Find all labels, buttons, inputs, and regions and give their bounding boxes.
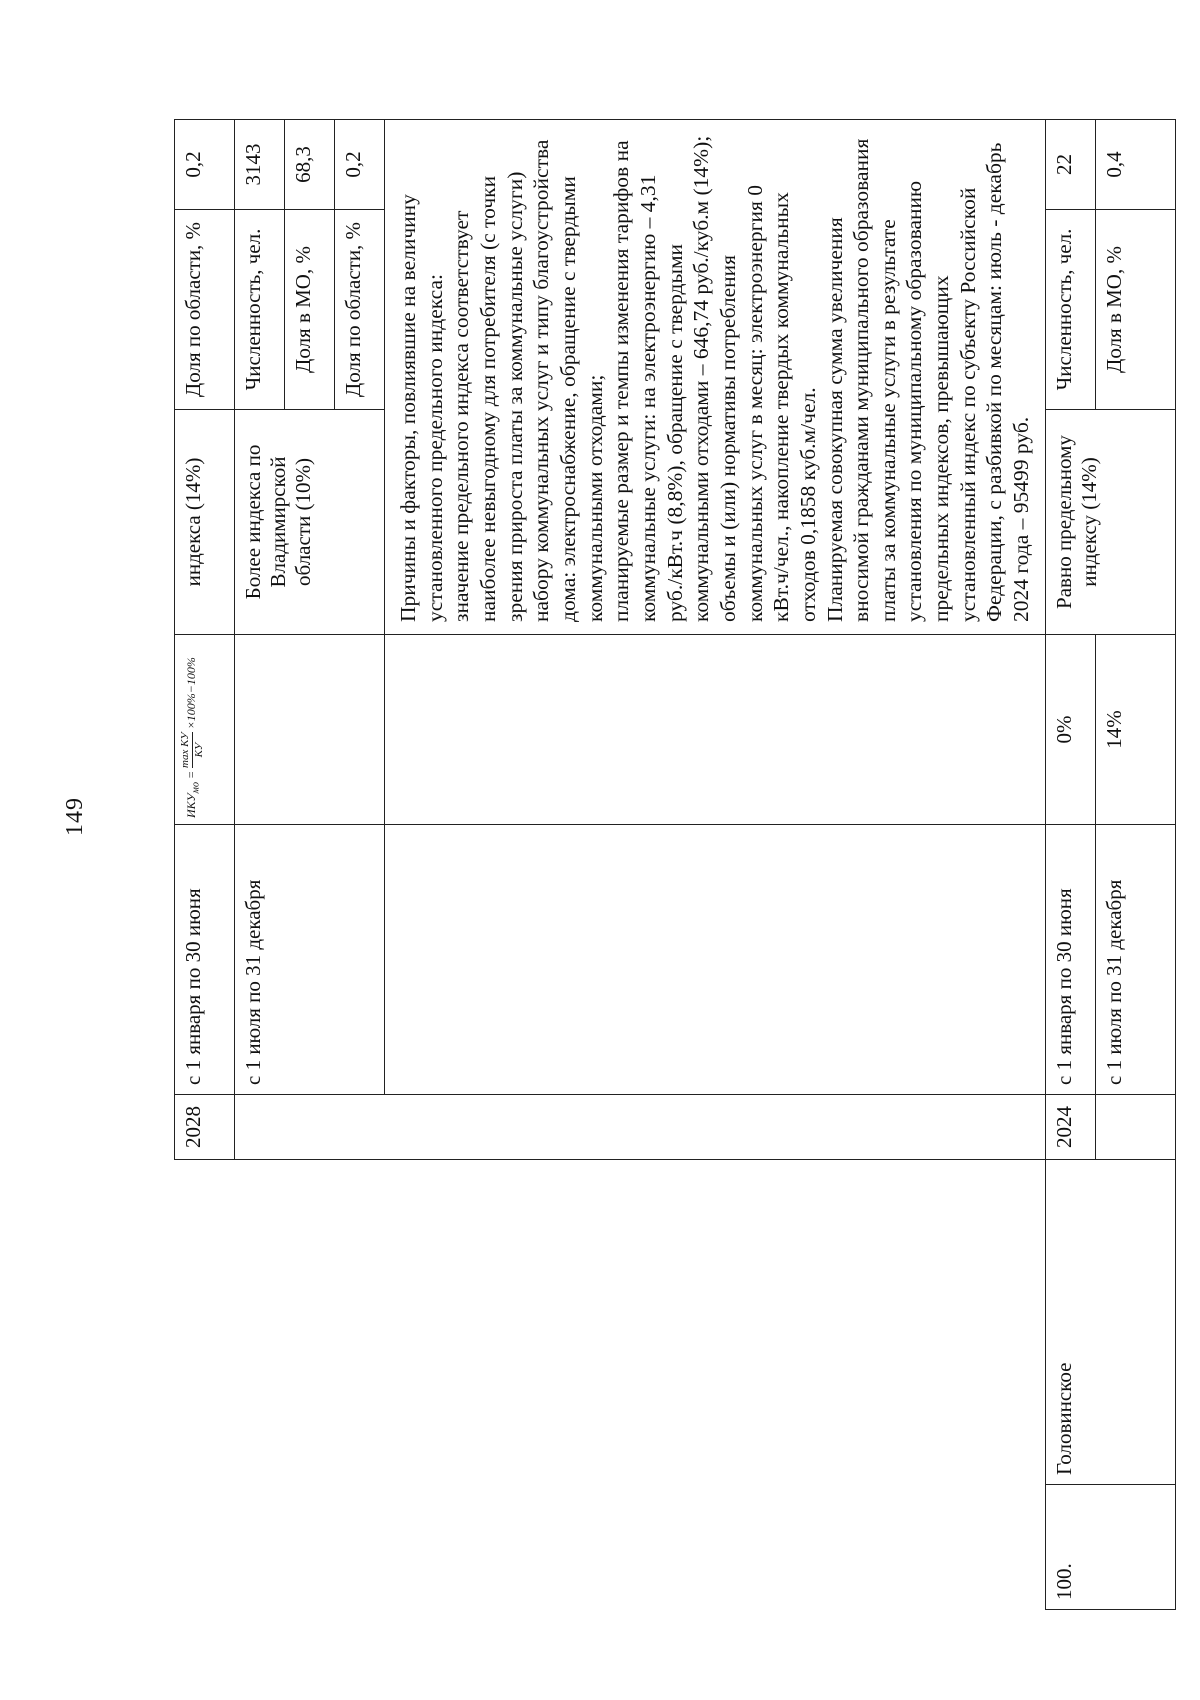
table-row-100-h1 (1045, 120, 1095, 1610)
category-equal-14: Равно предельному индексу (14%) (1045, 410, 1175, 635)
sub-row-value: 68,3 (285, 120, 335, 210)
reasons-text (385, 120, 1046, 635)
formula-numerator: max КУ (179, 732, 191, 768)
index-table (174, 119, 1176, 1610)
sub-row-value: 3143 (235, 120, 285, 210)
year-empty-cell (235, 1095, 1046, 1160)
year-empty-cell (1095, 1095, 1175, 1160)
sub-row-label: Численность, чел. (1045, 210, 1095, 410)
year-2024: 2024 (1045, 1095, 1095, 1160)
formula-empty-cell (385, 635, 1046, 825)
period-2024-h2: с 1 июля по 31 декабря (1095, 825, 1175, 1095)
period-2028-h1: с 1 января по 30 июня (175, 825, 235, 1095)
sub-row-label: Доля в МО, % (1095, 210, 1175, 410)
row-number: 100. (1045, 1485, 1175, 1610)
formula-tail: ×100%−100% (184, 657, 199, 730)
formula-fraction (179, 732, 206, 768)
municipality-name: Головинское (1045, 1160, 1175, 1485)
index-value-h1: 0% (1045, 635, 1095, 825)
period-2024-h1: с 1 января по 30 июня (1045, 825, 1095, 1095)
page-number: 149 (62, 797, 88, 836)
period-2028-h2: с 1 июля по 31 декабря (235, 825, 385, 1095)
table-row-2028-h1 (175, 120, 235, 1610)
year-2028: 2028 (175, 1095, 235, 1160)
formula-cell: $ИКУ_{мо}$ = max КУ КУ ×100%−100% (175, 635, 235, 825)
empty-name-cell (175, 1160, 1046, 1485)
sub-row-label: Доля по области, % (335, 210, 385, 410)
formula-empty-cell (235, 635, 385, 825)
rotated-table-container (174, 120, 1126, 1610)
empty-number-cell (175, 1485, 1046, 1610)
sub-row-label: Доля в МО, % (285, 210, 335, 410)
sub-category-10: Более индекса по Владимирской области (10%) (235, 410, 385, 635)
formula-lhs: ИКУ (184, 793, 199, 818)
reasons-paragraph: Причины и факторы, повлиявшие на величину установленного предельного индекса: значение предельного индекса соответствует наиболее невыгодному для потребителя (с точки зрения прироста платы за коммунальные услуги) набору коммунальных услуг и типу благоустройства дома: электроснабжение, обращение с твердыми коммунальными отходами; планируемые размер и темпы изменения тарифов на коммунальные услуги: на электроэнергию – 4,31 руб./кВт.ч (8,8%), обращение с твердыми коммунальными отходами – 646,74 руб./куб.м (14%); объемы и (или) нормативы потребления коммунальных услуг в месяц: электроэнергия 0 кВт.ч/чел., накопление твердых коммунальных отходов 0,1858 куб.м/чел. Планируемая совокупная сумма увеличения вносимой гражданами муниципального образования платы за коммунальные услуги в результате установления по муниципальному образованию предельных индексов, превышающих установленный индекс по субъекту Российской Федерации, с разбивкой по месяцам: июль - декабрь 2024 года – 95499 руб. (396, 135, 1034, 622)
index-14-cell: индекса (14%) (175, 410, 235, 635)
sub-row-value: 0,4 (1095, 120, 1175, 210)
formula-denominator: КУ (192, 742, 205, 758)
sub-row-value: 0,2 (335, 120, 385, 210)
sub-row-label: Численность, чел. (235, 210, 285, 410)
index-value-h2: 14% (1095, 635, 1175, 825)
period-empty-cell (385, 825, 1046, 1095)
sub-row-value: 22 (1045, 120, 1095, 210)
share-region-label: Доля по области, % (175, 210, 235, 410)
share-region-value: 0,2 (175, 120, 235, 210)
